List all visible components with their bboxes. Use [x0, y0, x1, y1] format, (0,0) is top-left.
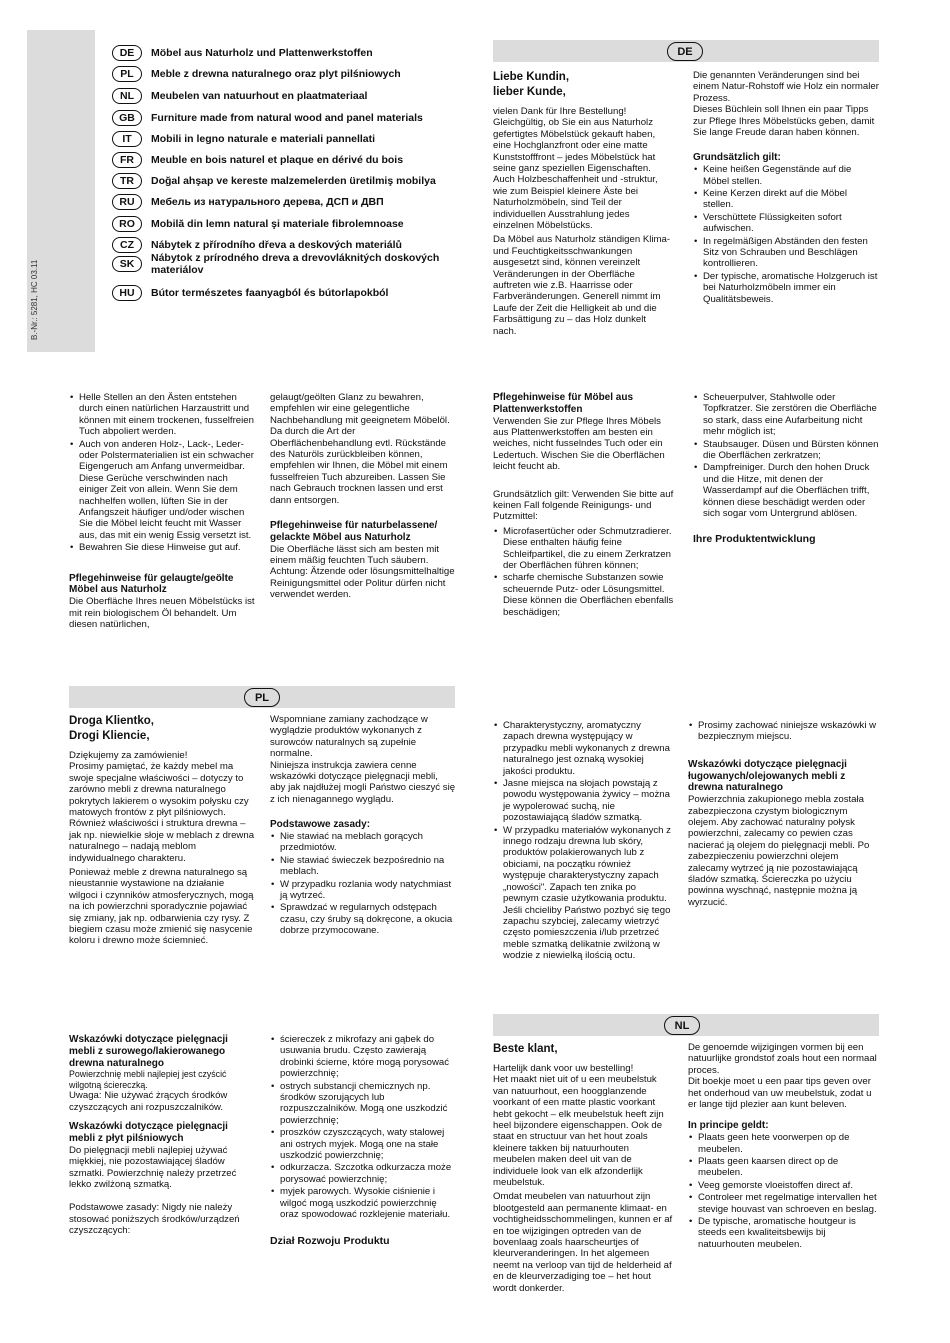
language-row-hu: [112, 284, 461, 302]
pl-column-e: [69, 1034, 255, 1240]
language-title: Meble z drewna naturalnego oraz plyt pilśniowych: [151, 67, 401, 80]
pl-keep-list: [688, 720, 878, 743]
nl-basics-title: In principe geldt:: [688, 1120, 769, 1132]
pl-care-raw-text: Powierzchnię mebli najlepiej jest czyścić wilgotną ściereczką.: [69, 1069, 227, 1090]
pl-column-d: [688, 720, 878, 911]
de-care-untreated-warning: Achtung: Ätzende oder lösungsmittelhaltige Reinigungsmittel oder Politur dürfen nicht verwendet werden.: [270, 566, 455, 601]
nl-intro-column: [493, 1042, 673, 1297]
de-signature: Ihre Produktentwicklung: [693, 533, 816, 546]
list-item: • proszków czyszczących, waty stalowej ani ostrych myjek. Mogą one na stałe uszkodzić powierzchnię;: [270, 1127, 456, 1161]
list-item: • Microfasertücher oder Schmutzradierer. Diese enthalten häufig feine Schleifpartikel, die zu einem Zerkratzen der Oberflächen führen können;: [493, 526, 679, 572]
pl-basics-list: [270, 831, 456, 937]
language-code-badge: PL: [112, 66, 142, 82]
list-item: • Scheuerpulver, Stahlwolle oder Topfkratzer. Sie zerstören die Oberfläche so stark, dass eine Aufarbeitung nicht mehr möglich ist;: [693, 392, 879, 438]
de-column-a: [69, 392, 255, 634]
de-basics-column: [693, 70, 879, 306]
pl-paragraph: Niniejsza instrukcja zawiera cenne wskazówki dotyczące pielęgnacji mebli, aby jak najdłużej mogli Państwo cieszyć się z ich nienagannego wyglądu.: [270, 759, 456, 805]
pl-panel-basics: Podstawowe zasady: Nigdy nie należy stosować poniższych środków/urządzeń czyszczących:: [69, 1202, 240, 1237]
language-row-it: [112, 130, 461, 148]
de-cleaning-list: [693, 392, 879, 519]
language-code-badge: SK: [112, 256, 142, 272]
language-row-de: [112, 44, 461, 62]
nl-paragraph: Dit boekje moet u een paar tips geven over het onderhoud van uw meubelstuk, zodat u er lange tijd plezier aan kunt beleven.: [688, 1076, 872, 1111]
pl-care-panel-text: Do pielęgnacji mebli najlepiej używać miękkiej, nie pozostawiającej śladów szmatki. Powierzchnię należy przetrzeć lekko zwilżoną szmatką.: [69, 1144, 237, 1190]
pl-paragraph: Wspomniane zamiany zachodzące w wyglądzie produktów wykonanych z surowców naturalnych są zupełnie normalne.: [270, 714, 428, 760]
list-item: • Keine heißen Gegenstände auf die Möbel stellen.: [693, 164, 879, 187]
reference-number: B.-Nr.: 5281, HC 03.11: [30, 259, 39, 340]
de-intro-column: [493, 70, 671, 340]
list-item: • Veeg gemorste vloeistoffen direct af.: [688, 1180, 878, 1191]
language-row-ru: [112, 193, 461, 211]
pl-panel-list: [270, 1034, 456, 1221]
language-title: Doğal ahşap ve kereste malzemelerden üretilmiş mobilya: [151, 174, 436, 187]
language-title: Nábytok z prírodného dreva a drevovláknitých doskových materiálov: [151, 251, 440, 276]
pl-basics-column: [270, 714, 456, 938]
language-title: Möbel aus Naturholz und Plattenwerkstoffen: [151, 46, 373, 59]
pl-basics-title: Podstawowe zasady:: [270, 819, 371, 831]
pl-signature: Dział Rozwoju Produktu: [270, 1234, 390, 1247]
language-code-badge: HU: [112, 285, 142, 301]
list-item: • Der typische, aromatische Holzgeruch ist bei Naturholzmöbeln immer ein Qualitätsbeweis.: [693, 271, 879, 305]
de-care-panel-text: Verwenden Sie zur Pflege Ihres Möbels aus Plattenwerkstoffen am besten ein weiches, nicht fusselndes Tuch oder ein Ledertuch. Wischen Sie die Oberflächen leicht feucht ab.: [493, 415, 665, 473]
lang-badge-pl: PL: [244, 688, 280, 707]
language-row-fr: [112, 151, 461, 169]
language-row-nl: [112, 87, 461, 105]
language-title: Mobili in legno naturale e materiali pannellati: [151, 132, 376, 145]
list-item: • De typische, aromatische houtgeur is steeds een kwaliteitsbewijs bij natuurhouten meubelen.: [688, 1216, 878, 1250]
list-item: • ostrych substancji chemicznych np. środków szorujących lub rozpuszczalników. Mogą one uszkodzić powierzchnię;: [270, 1081, 456, 1127]
list-item: • Sprawdzać w regularnych odstępach czasu, czy śruby są dokręcone, a okucia dobrze przymocowane.: [270, 902, 456, 936]
list-item: • W przypadku materiałów wykonanych z innego rodzaju drewna lub skóry, produktów polakierowanych lub z obiciami, na początku również występuje charakterystyczny zapach „nowości". Zapach ten znika po pewnym czasie użytkowania produktu. Jeśli chcieliby Państwo pozbyć się tego zapachu szybciej, zalecamy wietrzyć często pomieszczenia i/lub przetrzeć meble szmatką delikatnie zwilżoną w wodzie z niewielką ilością octu.: [493, 825, 673, 962]
language-code-badge: FR: [112, 152, 142, 168]
list-item: • In regelmäßigen Abständen den festen Sitz von Schrauben und Beschlägen kontrollieren.: [693, 236, 879, 270]
de-basics-title: Grundsätzlich gilt:: [693, 152, 781, 164]
language-code-badge: CZ: [112, 237, 142, 253]
list-item: • scharfe chemische Substanzen sowie scheuernde Putz- oder Lösungsmittel. Diese können die Oberflächen ebenfalls beschädigen;: [493, 572, 679, 618]
de-paragraph: Gleichgültig, ob Sie ein aus Naturholz gefertigtes Möbelstück gekauft haben, eine Hochglanzfront oder eine matte Kunststofffront – jedes Möbelstück hat seine ganz speziellen Eigenschaften. Auch Holzbeschaffenheit und -struktur, wie zum Beispiel kleinere Äste bei Naturholzmöbeln, sind Teil der individuellen Ausstrahlung jedes einzelnen Möbelstücks.: [493, 117, 658, 231]
language-code-badge: GB: [112, 110, 142, 126]
language-row-sk: [112, 251, 451, 276]
de-greeting-2: lieber Kunde,: [493, 85, 566, 98]
nl-thanks: Hartelijk dank voor uw bestelling!: [493, 1062, 634, 1074]
list-item: • Auch von anderen Holz-, Lack-, Leder- oder Polstermaterialien ist ein schwacher Eigengeruch am Anfang unvermeidbar. Diese Gerüche verschwinden nach einiger Zeit von allein. Wenn Sie dem nachhelfen wollen, lüften Sie in der Anfangszeit häufiger und/oder wischen Sie die Möbel leicht feucht mit Wasser aus, das mit ein wenig Essig versetzt ist.: [69, 439, 255, 542]
language-title: Mobilă din lemn natural şi materiale fibrolemnoase: [151, 217, 404, 230]
list-item: • W przypadku rozlania wody natychmiast ją wytrzeć.: [270, 879, 456, 902]
language-title: Furniture made from natural wood and panel materials: [151, 111, 423, 124]
nl-paragraph: Het maakt niet uit of u een meubelstuk van natuurhout, een hoogglanzende voorkant of een matte plastic voorkant hebt gekocht – elk meubelstuk heeft zijn heel bijzondere eigenschappen. Ook de staat en structuur van het hout zoals kleinere takken bij natuurhouten meubelen maken deel uit van de individuele look van elk afzonderlijk meubelstuk.: [493, 1074, 664, 1188]
list-item: • Jasne miejsca na słojach powstają z powodu występowania żywicy – można je wypolerować suchą, nie pozostawiającą śladów szmatką.: [493, 778, 673, 824]
pl-care-oiled-text: Powierzchnia zakupionego mebla została zabezpieczona czystym biologicznym olejem. Aby zachować naturalny połysk powierzchni, zalecamy co pewien czas nacierać ją olejem do pielęgnacji mebli. Po zabezpieczeniu powierzchni olejem zalecamy wytrzeć ją nie pozostawiającą śladów szmatką. Ściereczka po użyciu powinna wyschnąć, następnie można ją wyrzucić.: [688, 794, 870, 908]
pl-greeting-2: Drogi Kliencie,: [69, 729, 150, 742]
de-care-oiled-text: Die Oberfläche Ihres neuen Möbelstücks ist mit rein biologischem Öl behandelt. Um diesen natürlichen,: [69, 596, 255, 631]
list-item: • Bewahren Sie diese Hinweise gut auf.: [69, 542, 255, 553]
pl-care-raw-warning: Uwaga: Nie używać żrących środków czyszczących ani rozpuszczalników.: [69, 1090, 228, 1113]
list-item: • Prosimy zachować niniejsze wskazówki w bezpiecznym miejscu.: [688, 720, 878, 743]
de-column-d: [693, 392, 879, 546]
language-title: Nábytek z přírodního dřeva a deskových materiálů: [151, 238, 402, 251]
de-care-untreated-text: Die Oberfläche lässt sich am besten mit einem mäßig feuchten Tuch säubern.: [270, 543, 440, 567]
pl-column-c: [493, 720, 673, 963]
de-thanks: vielen Dank für Ihre Bestellung!: [493, 105, 627, 117]
de-tips-list: [69, 392, 255, 554]
pl-paragraph: Ponieważ meble z drewna naturalnego są nieustannie wystawione na działanie wilgoci i czynników atmosferycznych, mogą na ich powierzchni sporadycznie pojawiać się zmiany, jak np. odbarwienia czy rysy. Z biegiem czasu może zmienić się nasycenie koloru i drewno może ściemnieć.: [69, 866, 254, 947]
language-code-badge: NL: [112, 88, 142, 104]
list-item: • odkurzacza. Szczotka odkurzacza może porysować powierzchnię;: [270, 1162, 456, 1185]
pl-care-panel-title: Wskazówki dotyczące pielęgnacji mebli z płyt pilśniowych: [69, 1121, 228, 1144]
pl-thanks: Dziękujemy za zamówienie!: [69, 749, 188, 761]
nl-greeting: Beste klant,: [493, 1043, 558, 1055]
de-paragraph: Da Möbel aus Naturholz ständigen Klima- und Feuchtigkeitsschwankungen ausgesetzt sind, können vereinzelt Veränderungen in der Oberfläche auftreten wie z.B. Haarrisse oder Farbveränderungen. Generell nimmt im Laufe der Zeit die Helligkeit ab und die Farbsättigung zu – das Holz dunkelt nach.: [493, 234, 671, 337]
pl-tips-list: [493, 720, 673, 962]
list-item: • Nie stawiać świeczek bezpośrednio na meblach.: [270, 855, 456, 878]
list-item: • Verschüttete Flüssigkeiten sofort aufwischen.: [693, 212, 879, 235]
language-code-badge: TR: [112, 173, 142, 189]
de-care-panel-title: Pflegehinweise für Möbel aus Plattenwerkstoffen: [493, 392, 634, 415]
pl-paragraph: Prosimy pamiętać, że każdy mebel ma swoje specjalne właściwości – dotyczy to zarówno mebli z drewna naturalnego pokrytych lakierem o wysokim połysku czy matowych frontów z płyt pilśniowych. Również właściwości i struktura drewna – jak np. niewielkie słoje w meblach z drewna naturalnego – nadają meblom indywidualnego charakteru.: [69, 761, 255, 864]
de-column-b: [270, 392, 456, 604]
lang-badge-nl: NL: [664, 1016, 700, 1035]
lang-badge-de: DE: [667, 42, 703, 61]
nl-basics-column: [688, 1042, 878, 1251]
language-row-ro: [112, 215, 461, 233]
de-care-untreated-title: Pflegehinweise für naturbelassene/ gelackte Möbel aus Naturholz: [270, 520, 438, 543]
language-code-badge: IT: [112, 131, 142, 147]
language-row-pl: [112, 65, 461, 83]
list-item: • Charakterystyczny, aromatyczny zapach drewna występujący w przypadku mebli wykonanych z drewna naturalnego jest oznaką wysokiej jakości produktu.: [493, 720, 673, 777]
pl-intro-column: [69, 714, 255, 950]
de-panel-basics: Grundsätzlich gilt: Verwenden Sie bitte auf keinen Fall folgende Reinigungs- und Putzmittel:: [493, 488, 674, 523]
language-title: Bútor természetes faanyagból és bútorlapokból: [151, 286, 389, 299]
de-paragraph: Die genannten Veränderungen sind bei einem Natur-Rohstoff wie Holz ein normaler Prozess.: [693, 70, 879, 104]
language-title: Meubelen van natuurhout en plaatmateriaal: [151, 89, 368, 102]
list-item: • Staubsauger. Düsen und Bürsten können die Oberflächen zerkratzen;: [693, 439, 879, 462]
list-item: • Controleer met regelmatige intervallen het stevige houvast van schroeven en beslag.: [688, 1192, 878, 1215]
list-item: • Helle Stellen an den Ästen entstehen durch einen natürlichen Harzaustritt und können mit einem trockenen, fusselfreien Tuch abpoliert werden.: [69, 392, 255, 438]
nl-paragraph: Omdat meubelen van natuurhout zijn blootgesteld aan permanente klimaat- en vochtigheidsschommelingen, kunnen er af en toe wijzigingen optreden van de bovenlaag zoals haarscheurtjes of kleurveranderingen. In het algemeen neemt na verloop van tijd de helderheid af en de kleurverzadiging toe – het hout wordt donkerder.: [493, 1191, 673, 1294]
pl-care-oiled-title: Wskazówki dotyczące pielęgnacji ługowanych/olejowanych mebli z drewna naturalnego: [688, 758, 847, 794]
list-item: • Plaats geen hete voorwerpen op de meubelen.: [688, 1132, 878, 1155]
list-item: • ściereczek z mikrofazy ani gąbek do usuwania brudu. Często zawierają drobinki ścierne, które mogą porysować powierzchnię;: [270, 1034, 456, 1080]
list-item: • Plaats geen kaarsen direct op de meubelen.: [688, 1156, 878, 1179]
de-panel-list: [493, 526, 679, 618]
language-code-badge: DE: [112, 45, 142, 61]
language-title: Meuble en bois naturel et plaque en dérivé du bois: [151, 153, 404, 166]
list-item: • Keine Kerzen direkt auf die Möbel stellen.: [693, 188, 879, 211]
de-care-oiled-cont: gelaugt/geölten Glanz zu bewahren, empfehlen wir eine gelegentliche Nachbehandlung mit geeignetem Möbelöl. Da durch die Art der Oberflächenbehandlung evtl. Rückstände des Naturöls zurückbleiben können, empfehlen wir Ihnen, die Möbel mit einem fusselfreien Tuch abzureiben. Lassen Sie nach Gebrauch trocknen lassen und erst dann entsorgen.: [270, 392, 450, 506]
list-item: • myjek parowych. Wysokie ciśnienie i wilgoć mogą uszkodzić powierzchnię oraz spowodować rozklejenie materiału.: [270, 1186, 456, 1220]
pl-care-raw-title: Wskazówki dotyczące pielęgnacji mebli z surowego/lakierowanego drewna naturalnego: [69, 1034, 228, 1069]
language-row-gb: [112, 109, 461, 127]
language-title: Мебель из натурального дерева, ДСП и ДВП: [151, 195, 384, 208]
de-care-oiled-title: Pflegehinweise für gelaugte/geölte Möbel aus Naturholz: [69, 572, 234, 596]
de-column-c: [493, 392, 679, 619]
de-greeting: Liebe Kundin,: [493, 71, 570, 83]
de-paragraph: Dieses Büchlein soll Ihnen ein paar Tipps zur Pflege Ihres Möbelstücks geben, damit Sie lange Freude daran haben können.: [693, 104, 875, 139]
nl-paragraph: De genoemde wijzigingen vormen bij een natuurlijke grondstof zoals hout een normaal proces.: [688, 1042, 877, 1076]
list-item: • Nie stawiać na meblach gorących przedmiotów.: [270, 831, 456, 854]
pl-column-f: [270, 1034, 456, 1247]
de-basics-list: [693, 164, 879, 305]
language-code-badge: RO: [112, 216, 142, 232]
pl-greeting: Droga Klientko,: [69, 715, 154, 727]
list-item: • Dampfreiniger. Durch den hohen Druck und die Hitze, mit denen der Wasserdampf auf die Oberflächen trifft, können diese beschädigt werden oder sich sogar vom Untergrund ablösen.: [693, 462, 879, 519]
nl-basics-list: [688, 1132, 878, 1250]
language-code-badge: RU: [112, 194, 142, 210]
language-row-tr: [112, 172, 461, 190]
